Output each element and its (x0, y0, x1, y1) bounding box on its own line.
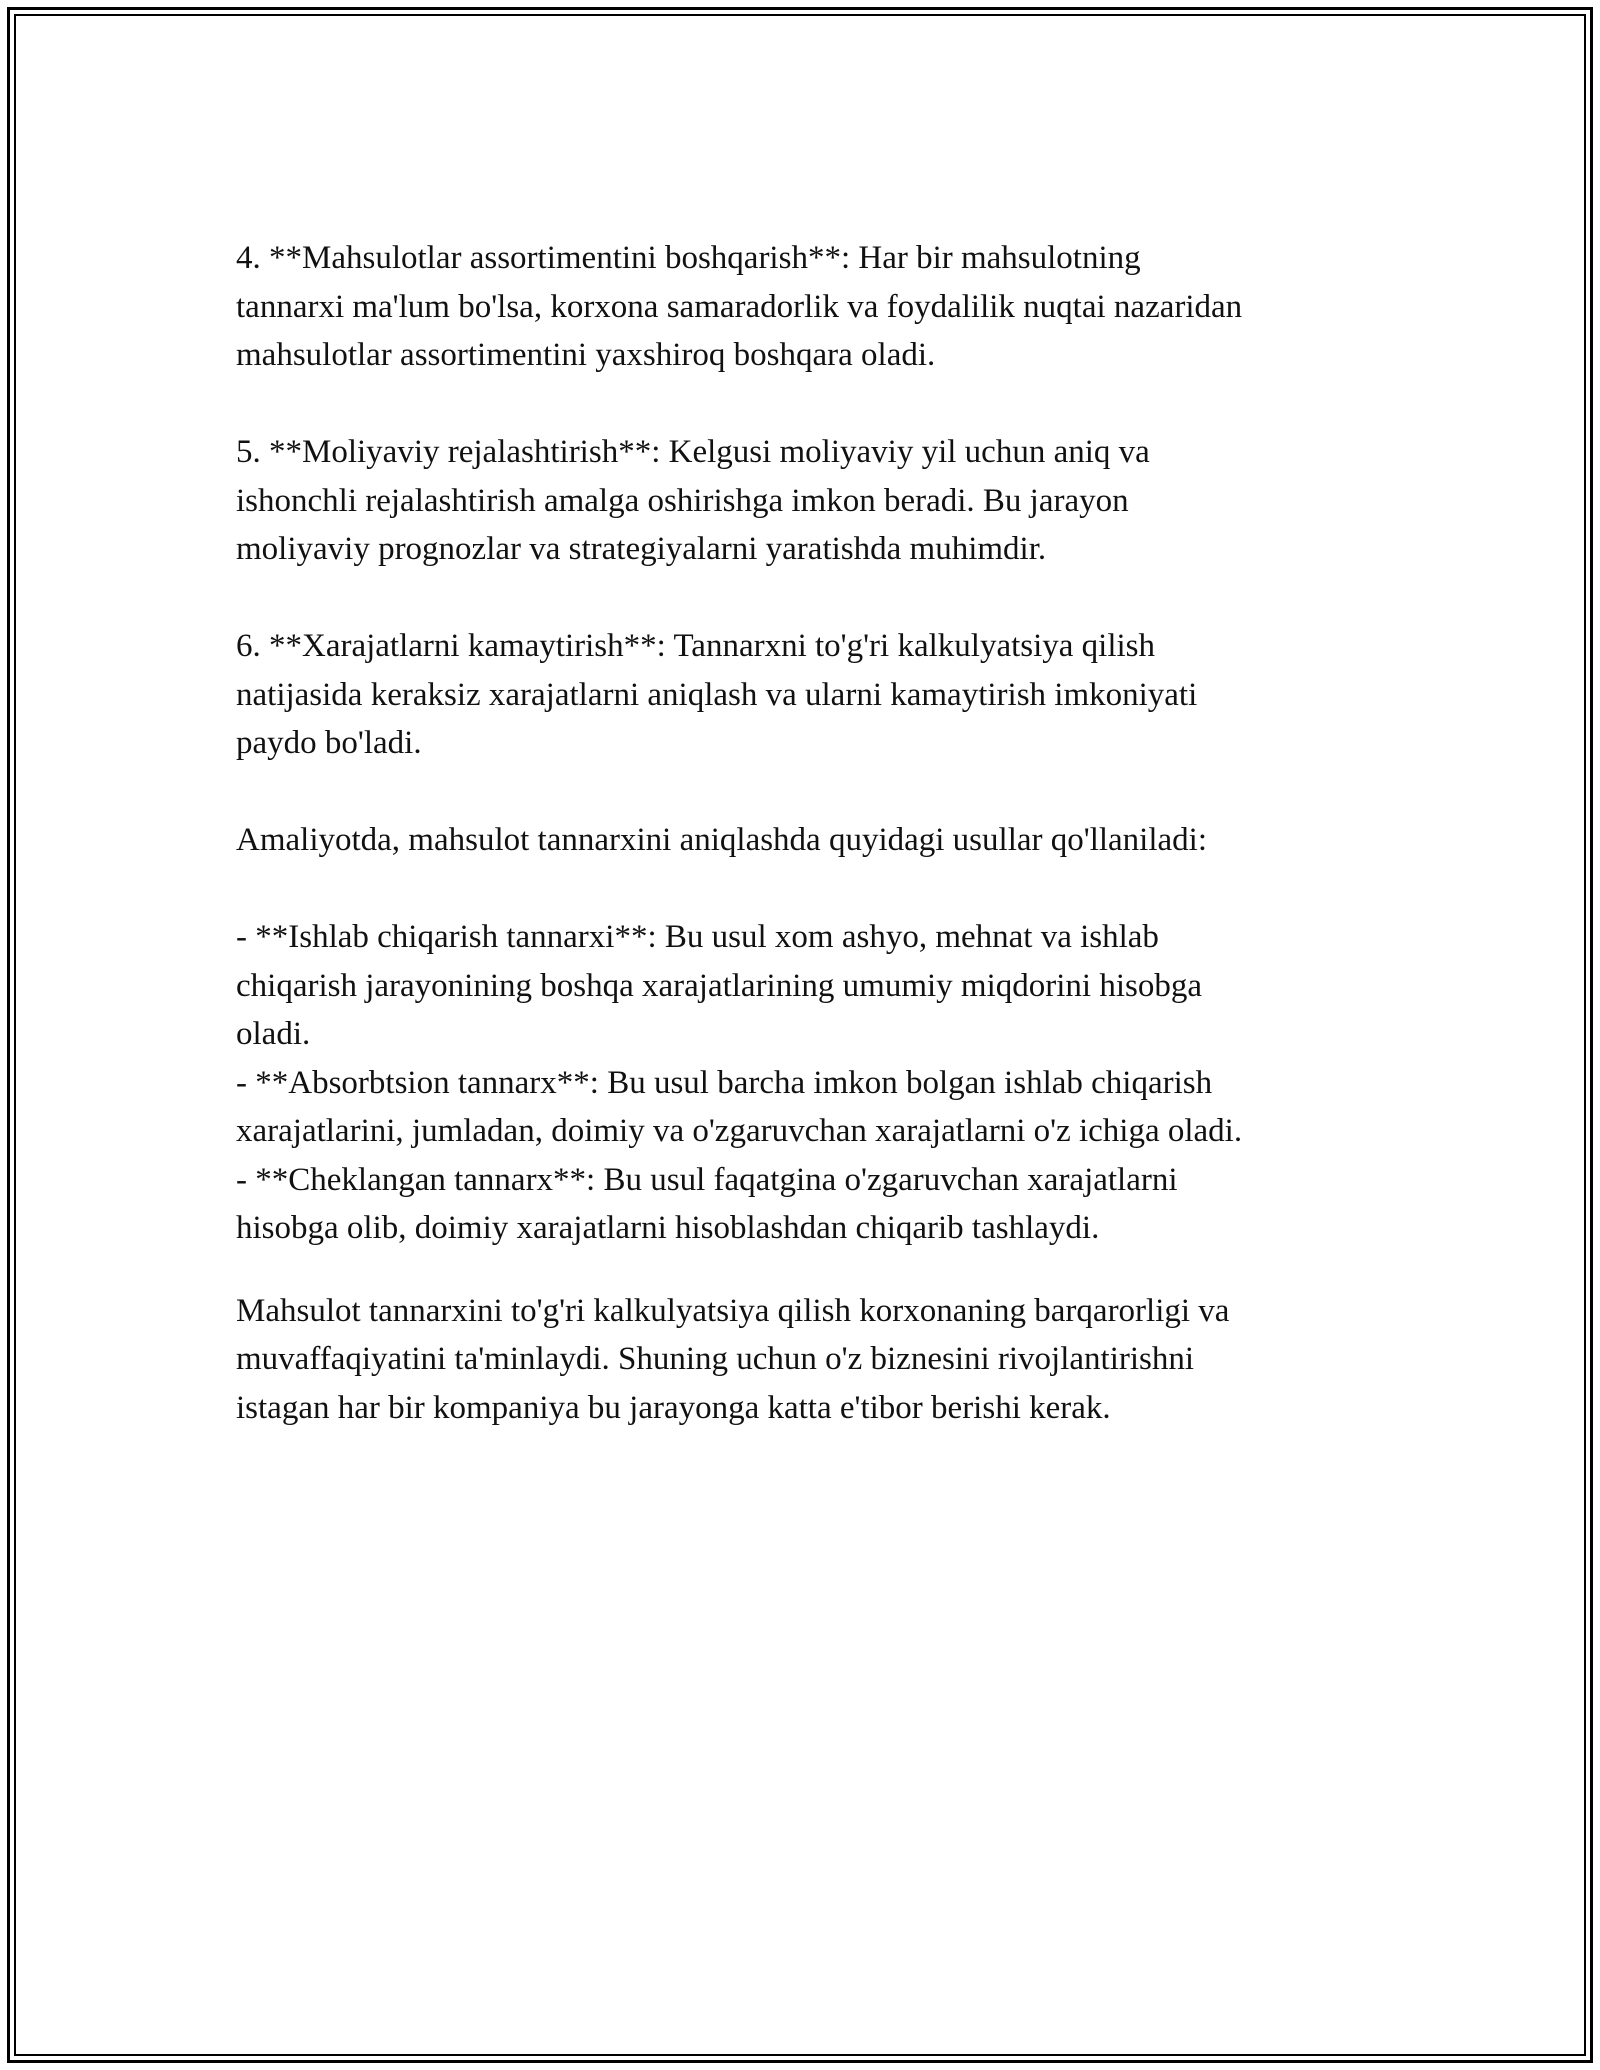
text-line: tannarxi ma'lum bo'lsa, korxona samaradorlik va foydalilik nuqtai nazaridan (236, 288, 1243, 325)
paragraph-item-4 (236, 234, 1366, 380)
text-line: mahsulotlar assortimentini yaxshiroq boshqara oladi. (236, 337, 936, 373)
text-line: paydo bo'ladi. (236, 725, 422, 761)
paragraph-gap (236, 380, 1366, 429)
text-line: 6. **Xarajatlarni kamaytirish**: Tannarxni to'g'ri kalkulyatsiya qilish (236, 628, 1156, 664)
paragraph-gap (236, 865, 1366, 914)
text-line: istagan har bir kompaniya bu jarayonga katta e'tibor berishi kerak. (236, 1389, 1111, 1426)
paragraph-methods-list (236, 913, 1366, 1253)
text-line: xarajatlarini, jumladan, doimiy va o'zgaruvchan xarajatlarni o'z ichiga oladi. (236, 1113, 1243, 1149)
text-line: - **Absorbtsion tannarx**: Bu usul barcha imkon bolgan ishlab chiqarish (236, 1064, 1213, 1101)
text-line: moliyaviy prognozlar va strategiyalarni yaratishda muhimdir. (236, 531, 1047, 567)
text-line: natijasida keraksiz xarajatlarni aniqlash va ularni kamaytirish imkoniyati (236, 676, 1198, 713)
paragraph-conclusion (236, 1287, 1366, 1433)
paragraph-item-6 (236, 622, 1366, 768)
text-line: hisobga olib, doimiy xarajatlarni hisoblashdan chiqarib tashlaydi. (236, 1210, 1100, 1246)
paragraph-item-5 (236, 428, 1366, 574)
document-body (236, 234, 1366, 1432)
text-line: muvaffaqiyatini ta'minlaydi. Shuning uchun o'z biznesini rivojlantirishni (236, 1341, 1195, 1377)
paragraph-methods-intro (236, 816, 1366, 865)
text-line: 5. **Moliyaviy rejalashtirish**: Kelgusi moliyaviy yil uchun aniq va (236, 434, 1150, 470)
paragraph-gap (236, 768, 1366, 817)
text-line: - **Cheklangan tannarx**: Bu usul faqatgina o'zgaruvchan xarajatlarni (236, 1161, 1178, 1198)
text-line: oladi. (236, 1016, 311, 1052)
text-line: 4. **Mahsulotlar assortimentini boshqarish**: Har bir mahsulotning (236, 240, 1141, 276)
text-line: Amaliyotda, mahsulot tannarxini aniqlashda quyidagi usullar qo'llaniladi: (236, 822, 1208, 858)
text-line: - **Ishlab chiqarish tannarxi**: Bu usul xom ashyo, mehnat va ishlab (236, 919, 1159, 955)
text-line: chiqarish jarayonining boshqa xarajatlarining umumiy miqdorini hisobga (236, 967, 1202, 1004)
paragraph-gap (236, 1253, 1366, 1287)
paragraph-gap (236, 574, 1366, 623)
text-line: ishonchli rejalashtirish amalga oshirishga imkon beradi. Bu jarayon (236, 482, 1129, 519)
text-line: Mahsulot tannarxini to'g'ri kalkulyatsiya qilish korxonaning barqarorligi va (236, 1292, 1230, 1329)
